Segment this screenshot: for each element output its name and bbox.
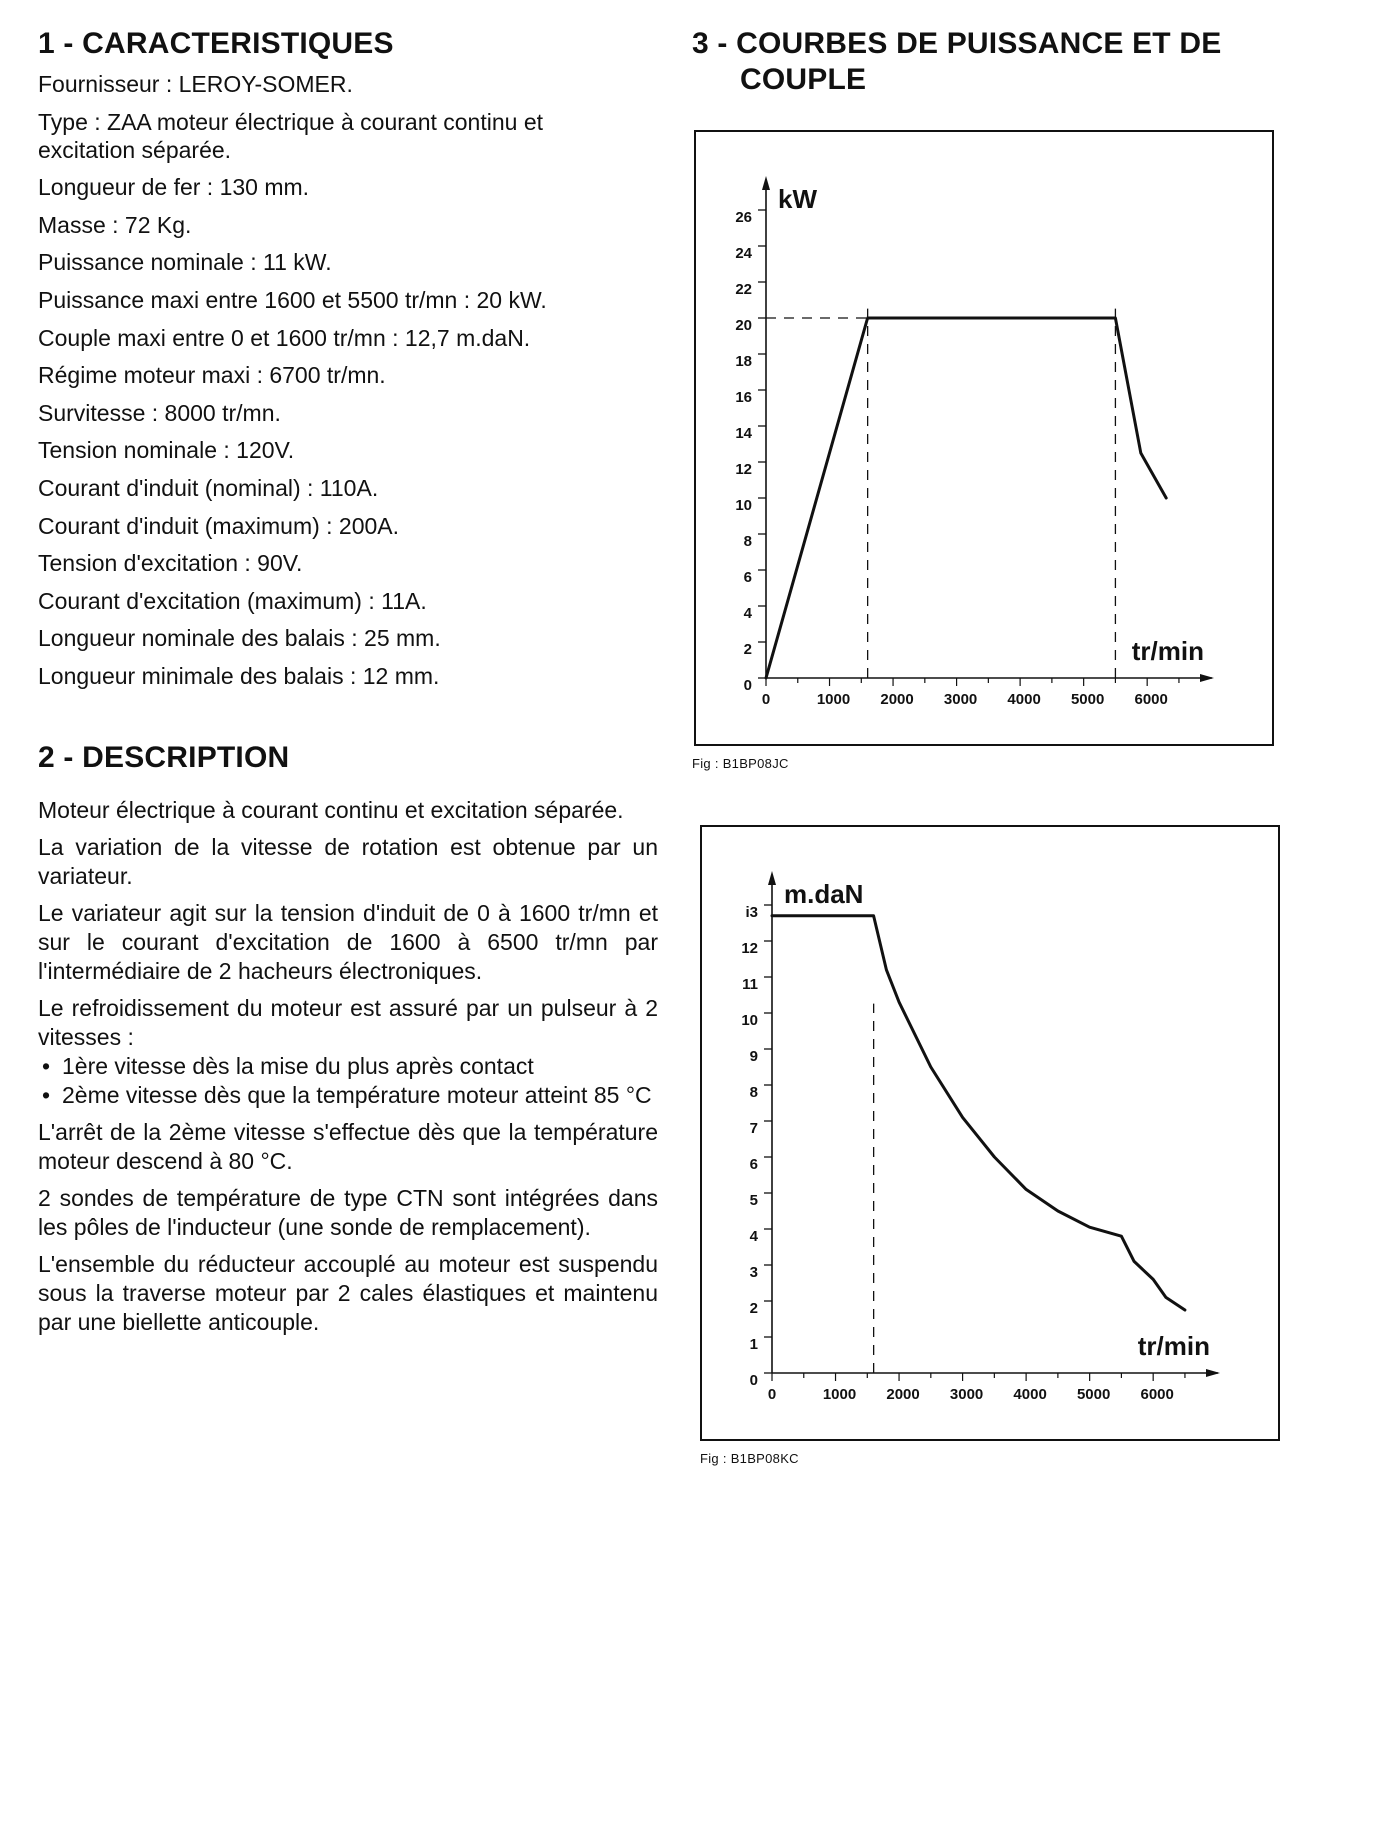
desc-paragraph-2: La variation de la vitesse de rotation est obtenue par un variateur. [38, 833, 658, 889]
y-tick-label: 0 [749, 1372, 758, 1389]
x-tick-label: 2000 [880, 691, 914, 708]
description-title: 2 - DESCRIPTION [38, 740, 290, 774]
y-tick-label: 24 [735, 245, 752, 262]
x-tick-label: 3000 [949, 1386, 984, 1403]
data-series-line [766, 318, 1166, 678]
spec-brush-nominal-length: Longueur nominale des balais : 25 mm. [38, 625, 441, 652]
description-body [38, 796, 658, 1337]
y-tick-label: 20 [735, 317, 752, 334]
desc-paragraph-4: Le refroidissement du moteur est assuré par un pulseur à 2 vitesses : [38, 994, 658, 1050]
spec-armature-current-nominal: Courant d'induit (nominal) : 110A. [38, 474, 379, 501]
spec-type: Type : ZAA moteur électrique à courant continu et [38, 108, 544, 135]
x-tick-label: 4000 [1013, 1386, 1047, 1403]
list-item [38, 1081, 658, 1110]
desc-paragraph-7: L'ensemble du réducteur accouplé au moteur est suspendu sous la traverse moteur par 2 cales élastiques et maintenu par une biellette anticouple. [38, 1250, 658, 1335]
y-tick-label: 5 [749, 1192, 758, 1209]
y-tick-label: 14 [735, 425, 752, 442]
data-series-line [772, 916, 1185, 1310]
power-chart [696, 132, 1272, 744]
y-tick-label: 4 [743, 605, 752, 622]
bullet-text: 1ère vitesse dès la mise du plus après contact [62, 1052, 534, 1079]
desc-paragraph-3: Le variateur agit sur la tension d'induit de 0 à 1600 tr/mn et sur le courant d'excitation de 1600 à 6500 tr/mn par l'intermédiaire de 2 hacheurs électroniques. [38, 899, 658, 984]
spec-nominal-voltage: Tension nominale : 120V. [38, 437, 295, 464]
y-tick-label: 3 [749, 1264, 758, 1281]
y-tick-label: 9 [749, 1048, 758, 1065]
x-axis-unit-label: tr/min [1131, 636, 1204, 666]
desc-paragraph-5: L'arrêt de la 2ème vitesse s'effectue dès que la température moteur descend à 80 °C. [38, 1118, 658, 1174]
x-tick-label: 0 [761, 691, 771, 708]
curves-title-line-1: 3 - COURBES DE PUISSANCE ET DE [692, 27, 1222, 60]
y-tick-label: 12 [735, 461, 752, 478]
spec-brush-min-length: Longueur minimale des balais : 12 mm. [38, 662, 440, 689]
x-tick-label: 3000 [943, 691, 978, 708]
y-tick-label: i3 [745, 904, 758, 921]
y-tick-label: 10 [741, 1012, 758, 1029]
spec-supplier: Fournisseur : LEROY-SOMER. [38, 71, 353, 97]
x-tick-label: 0 [767, 1386, 777, 1403]
y-tick-label: 16 [735, 389, 752, 406]
y-tick-label: 7 [749, 1120, 758, 1137]
y-tick-label: 0 [743, 677, 752, 694]
y-axis-unit-label: m.daN [784, 879, 864, 909]
y-tick-label: 22 [735, 281, 752, 298]
spec-armature-current-max: Courant d'induit (maximum) : 200A. [38, 512, 400, 539]
x-tick-label: 6000 [1134, 691, 1168, 708]
y-tick-label: 2 [749, 1300, 758, 1317]
spec-type-cont: excitation séparée. [38, 137, 232, 164]
y-tick-label: 18 [735, 353, 752, 370]
torque-chart [702, 827, 1278, 1439]
y-axis-arrow-icon [768, 871, 776, 885]
spec-nominal-power: Puissance nominale : 11 kW. [38, 249, 332, 276]
right-column [692, 26, 1352, 1466]
left-column [38, 26, 668, 1345]
y-axis-arrow-icon [762, 176, 770, 190]
y-tick-label: 10 [735, 497, 752, 514]
cooling-speed-list [38, 1052, 658, 1110]
y-tick-label: 26 [735, 209, 752, 226]
bullet-icon: • [42, 1052, 51, 1079]
bullet-text: 2ème vitesse dès que la température moteur atteint 85 °C [62, 1081, 652, 1108]
spec-max-power: Puissance maxi entre 1600 et 5500 tr/mn : 20 kW. [38, 286, 547, 313]
y-tick-label: 1 [749, 1336, 758, 1353]
x-axis-arrow-icon [1206, 1369, 1220, 1377]
bullet-icon: • [42, 1081, 51, 1108]
y-tick-label: 11 [742, 976, 758, 993]
y-tick-label: 2 [743, 641, 752, 658]
x-tick-label: 4000 [1007, 691, 1041, 708]
spec-excitation-voltage: Tension d'excitation : 90V. [38, 550, 303, 577]
desc-paragraph-1: Moteur électrique à courant continu et excitation séparée. [38, 796, 624, 823]
x-tick-label: 1000 [822, 1386, 857, 1403]
x-axis-arrow-icon [1200, 674, 1214, 682]
x-axis-unit-label: tr/min [1137, 1331, 1210, 1361]
spec-iron-length: Longueur de fer : 130 mm. [38, 174, 310, 201]
characteristics-title: 1 - CARACTERISTIQUES [38, 27, 394, 60]
power-figure-label: Fig : B1BP08JC [692, 756, 789, 771]
spec-max-rpm: Régime moteur maxi : 6700 tr/mn. [38, 362, 386, 389]
spec-mass: Masse : 72 Kg. [38, 211, 192, 238]
y-axis-unit-label: kW [778, 184, 817, 214]
spec-max-torque: Couple maxi entre 0 et 1600 tr/mn : 12,7 m.daN. [38, 324, 531, 351]
curves-title-line-2: COUPLE [740, 63, 867, 96]
spec-overspeed: Survitesse : 8000 tr/mn. [38, 399, 281, 426]
y-tick-label: 8 [743, 533, 752, 550]
desc-paragraph-6: 2 sondes de température de type CTN sont intégrées dans les pôles de l'inducteur (une sonde de remplacement). [38, 1184, 658, 1240]
power-chart-frame [694, 130, 1274, 746]
torque-figure-label: Fig : B1BP08KC [700, 1451, 799, 1466]
x-tick-label: 6000 [1140, 1386, 1174, 1403]
x-tick-label: 5000 [1076, 1386, 1111, 1403]
y-tick-label: 12 [741, 940, 758, 957]
x-tick-label: 1000 [816, 691, 851, 708]
spec-excitation-current-max: Courant d'excitation (maximum) : 11A. [38, 587, 427, 614]
y-tick-label: 8 [749, 1084, 758, 1101]
spec-list [38, 66, 668, 696]
y-tick-label: 6 [743, 569, 752, 586]
x-tick-label: 5000 [1070, 691, 1105, 708]
y-tick-label: 6 [749, 1156, 758, 1173]
list-item [38, 1052, 658, 1081]
x-tick-label: 2000 [886, 1386, 920, 1403]
y-tick-label: 4 [749, 1228, 758, 1245]
torque-chart-frame [700, 825, 1280, 1441]
